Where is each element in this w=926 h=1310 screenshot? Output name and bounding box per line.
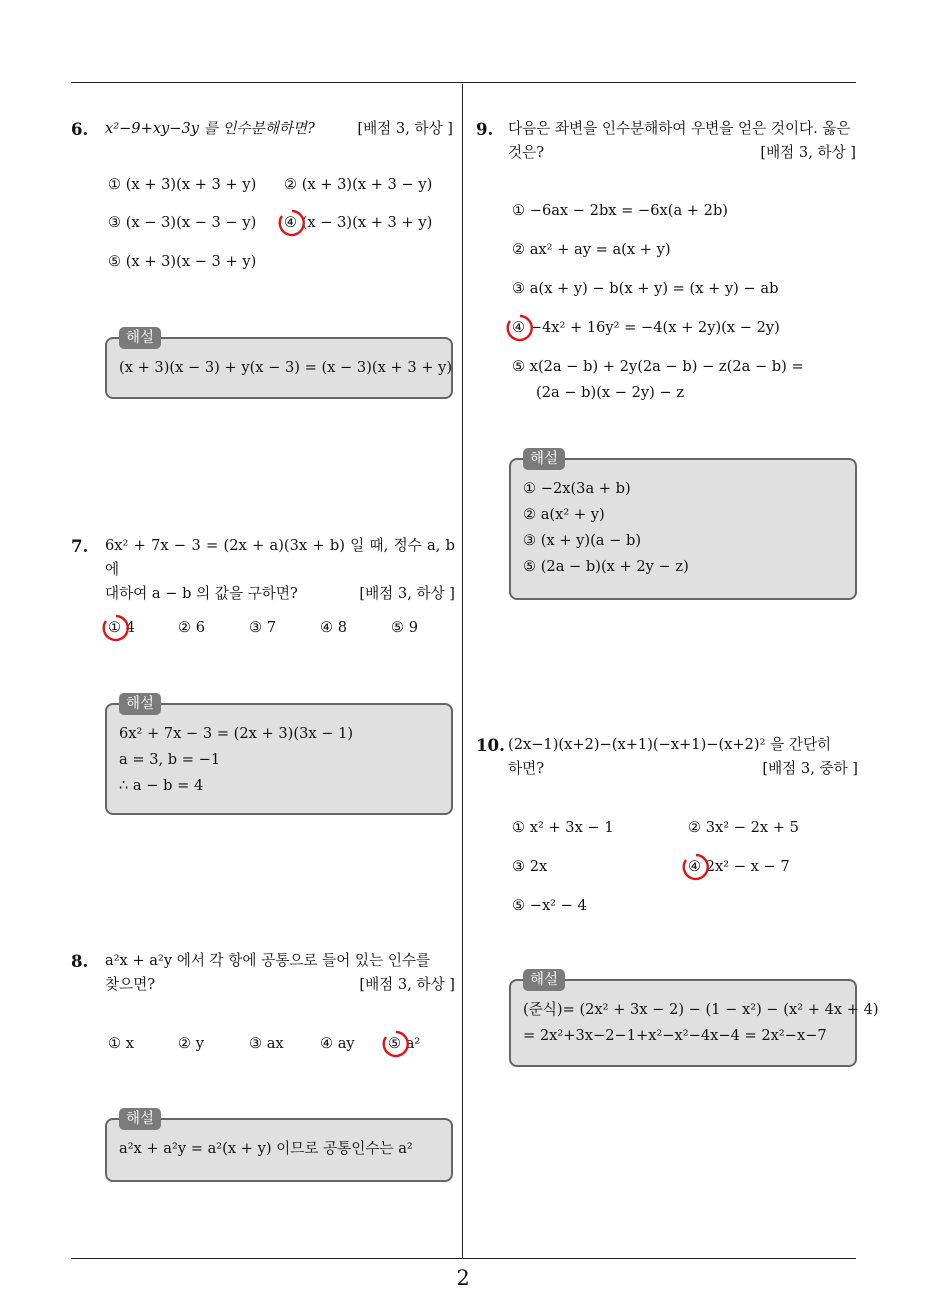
page-number: 2 — [456, 1266, 470, 1290]
solution-line: a²x + a²y = a²(x + y) 이므로 공통인수는 a² — [119, 1140, 413, 1157]
question-text-line2: 것은? — [508, 144, 545, 161]
solution-box-8 — [105, 1111, 453, 1182]
solution-box-7 — [105, 696, 453, 815]
solution-line: = 2x²+3x−2−1+x²−x²−4x−4 = 2x²−x−7 — [523, 1027, 827, 1044]
solution-line: ③ (x + y)(a − b) — [523, 532, 642, 549]
choices-7 — [108, 619, 458, 649]
choice-2[interactable]: ② ax² + ay = a(x + y) — [512, 241, 671, 258]
solution-line: (준식)= (2x² + 3x − 2) − (1 − x²) − (x² + 4x + 4) — [523, 1001, 879, 1018]
question-text-line1: 6x² + 7x − 3 = (2x + a)(3x + b) 일 때, 정수 a, b 에 — [105, 537, 455, 578]
solution-line: a = 3, b = −1 — [119, 751, 221, 768]
choice-1[interactable]: ① (x + 3)(x + 3 + y) — [108, 176, 257, 193]
choice-3[interactable]: ③ 7 — [249, 619, 277, 636]
score-meta: [배점 3, 하상 ] — [357, 120, 453, 137]
choice-4[interactable]: ④ ay — [320, 1035, 355, 1052]
choice-4[interactable]: ④ (x − 3)(x + 3 + y) — [284, 214, 433, 231]
choice-3[interactable]: ③ 2x — [512, 858, 548, 875]
solution-label: 해설 — [119, 693, 161, 715]
solution-line: ⑤ (2a − b)(x + 2y − z) — [523, 558, 689, 575]
solution-line: ② a(x² + y) — [523, 506, 605, 523]
problem-8 — [71, 949, 456, 1003]
choice-5[interactable]: ⑤ 9 — [391, 619, 419, 636]
answer-circle-mark — [105, 617, 129, 641]
choices-9 — [512, 202, 857, 412]
choice-3[interactable]: ③ ax — [249, 1035, 284, 1052]
choice-3[interactable]: ③ a(x + y) − b(x + y) = (x + y) − ab — [512, 280, 779, 297]
solution-label: 해설 — [119, 327, 161, 349]
solution-box-6 — [105, 330, 453, 399]
question-text-line1: 다음은 좌변을 인수분해하여 우변을 얻은 것이다. 옳은 — [508, 120, 851, 137]
choice-3[interactable]: ③ (x − 3)(x − 3 − y) — [108, 214, 257, 231]
choice-1[interactable]: ① 4 — [108, 619, 136, 636]
top-rule — [71, 82, 856, 83]
solution-box-10 — [509, 972, 879, 1067]
question-text-line1: (2x−1)(x+2)−(x+1)(−x+1)−(x+2)² 을 간단히 — [508, 736, 832, 753]
solution-line: 6x² + 7x − 3 = (2x + 3)(3x − 1) — [119, 725, 354, 742]
problem-10 — [476, 733, 860, 787]
question-text-line2: 하면? — [508, 760, 545, 777]
problem-number: 7. — [71, 536, 89, 556]
choice-4[interactable]: ④ −4x² + 16y² = −4(x + 2y)(x − 2y) — [512, 319, 780, 336]
solution-label: 해설 — [523, 448, 565, 470]
bottom-rule — [71, 1258, 856, 1259]
choices-10 — [512, 819, 857, 919]
question-text-line2: 찾으면? — [105, 976, 156, 993]
choice-5[interactable]: ⑤ −x² − 4 — [512, 897, 587, 914]
score-meta: [배점 3, 중하 ] — [762, 760, 858, 777]
choices-6 — [108, 176, 458, 276]
solution-line: ① −2x(3a + b) — [523, 480, 631, 497]
answer-circle-mark — [685, 856, 709, 880]
question-text-line2: 대하여 a − b 의 값을 구하면? — [105, 585, 298, 602]
solution-label: 해설 — [119, 1108, 161, 1130]
score-meta: [배점 3, 하상 ] — [760, 144, 856, 161]
score-meta: [배점 3, 하상 ] — [359, 976, 455, 993]
problem-7 — [71, 534, 456, 602]
question-text: x²−9+xy−3y 를 인수분해하면? — [105, 120, 315, 137]
choice-5[interactable]: ⑤ x(2a − b) + 2y(2a − b) − z(2a − b) = — [512, 358, 804, 375]
choices-8 — [108, 1035, 458, 1065]
score-meta: [배점 3, 하상 ] — [359, 585, 455, 602]
problem-9 — [476, 117, 860, 171]
problem-number: 6. — [71, 119, 89, 139]
problem-number: 8. — [71, 951, 89, 971]
column-divider — [462, 84, 463, 1258]
choice-5[interactable]: ⑤ (x + 3)(x − 3 + y) — [108, 253, 257, 270]
choice-5-continued: (2a − b)(x − 2y) − z — [536, 384, 685, 401]
solution-label: 해설 — [523, 969, 565, 991]
choice-5[interactable]: ⑤ a² — [388, 1035, 421, 1052]
choice-2[interactable]: ② y — [178, 1035, 204, 1052]
answer-circle-mark — [509, 317, 533, 341]
problem-6 — [71, 117, 456, 147]
problem-number: 9. — [476, 119, 494, 139]
solution-line: ∴ a − b = 4 — [119, 777, 204, 794]
choice-1[interactable]: ① x — [108, 1035, 134, 1052]
choice-4[interactable]: ④ 8 — [320, 619, 348, 636]
answer-circle-mark — [385, 1033, 409, 1057]
answer-circle-mark — [281, 212, 305, 236]
choice-2[interactable]: ② (x + 3)(x + 3 − y) — [284, 176, 433, 193]
solution-box-9 — [509, 451, 857, 600]
choice-1[interactable]: ① −6ax − 2bx = −6x(a + 2b) — [512, 202, 728, 219]
choice-2[interactable]: ② 6 — [178, 619, 206, 636]
choice-4[interactable]: ④ 2x² − x − 7 — [688, 858, 790, 875]
choice-2[interactable]: ② 3x² − 2x + 5 — [688, 819, 799, 836]
question-text-line1: a²x + a²y 에서 각 항에 공통으로 들어 있는 인수를 — [105, 952, 431, 969]
choice-1[interactable]: ① x² + 3x − 1 — [512, 819, 614, 836]
problem-number: 10. — [476, 735, 505, 755]
solution-line: (x + 3)(x − 3) + y(x − 3) = (x − 3)(x + 3 + y) — [119, 359, 453, 376]
